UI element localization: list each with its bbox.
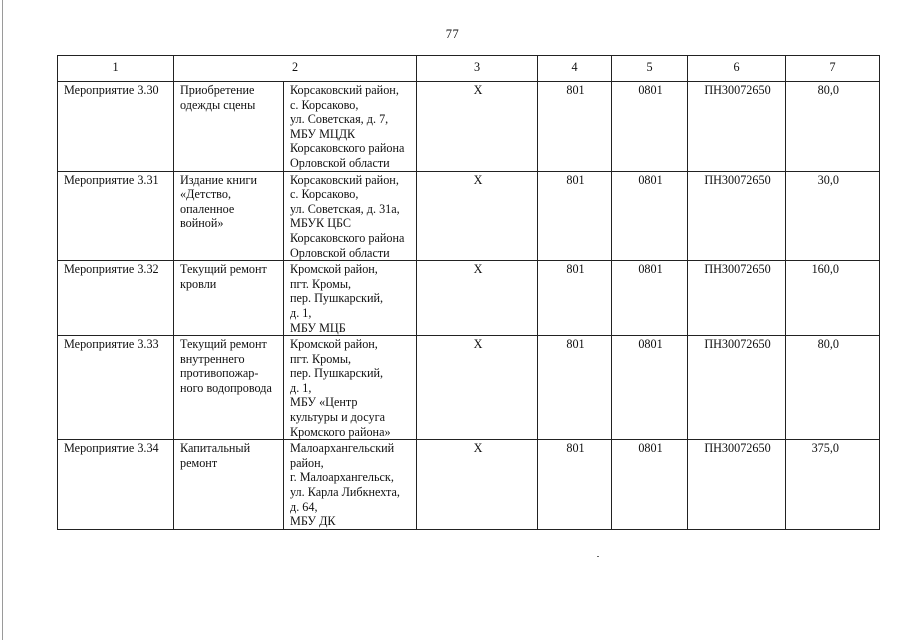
table-row: [58, 82, 880, 172]
address-line: Корсаковского района: [290, 230, 405, 245]
measure-cell: Мероприятие 3.32: [58, 261, 174, 336]
measure-name-cell: Капитальный ремонт: [174, 440, 284, 530]
address-cell: [284, 440, 417, 530]
col5-cell: 0801: [612, 440, 688, 530]
address-line: Корсаковский район,: [290, 172, 399, 187]
col4-cell: 801: [538, 171, 612, 261]
header-col-6: 6: [688, 56, 786, 82]
address-line: Орловской области: [290, 245, 390, 260]
amount-cell: 30,0: [786, 171, 880, 261]
col3-cell: Х: [417, 171, 538, 261]
address-line: Кромской район,: [290, 262, 378, 277]
amount-cell: 80,0: [786, 336, 880, 440]
header-col-1: 1: [58, 56, 174, 82]
address-line: Корсаковский район,: [290, 83, 399, 97]
col3-cell: Х: [417, 336, 538, 440]
measures-table: [57, 55, 880, 530]
address-line: д. 1,: [290, 305, 312, 320]
header-col-5: 5: [612, 56, 688, 82]
scan-speck: [597, 556, 599, 557]
measure-name-cell: Приобретение одежды сцены: [174, 82, 284, 172]
col4-cell: 801: [538, 440, 612, 530]
col6-cell: ПН30072650: [688, 261, 786, 336]
amount-cell: 375,0: [786, 440, 880, 530]
address-line: Малоархангельский: [290, 441, 395, 456]
address-line: г. Малоархангельск,: [290, 470, 394, 485]
header-col-3: 3: [417, 56, 538, 82]
col5-cell: 0801: [612, 336, 688, 440]
address-line: ул. Карла Либкнехта,: [290, 485, 400, 500]
measure-name-cell: Текущий ремонт кровли: [174, 261, 284, 336]
col4-cell: 801: [538, 82, 612, 172]
address-line: МБУ «Центр: [290, 395, 358, 410]
amount-cell: 160,0: [786, 261, 880, 336]
col3-cell: Х: [417, 261, 538, 336]
measure-name-cell: Текущий ремонт внутреннего противопожар-ного водопровода: [174, 336, 284, 440]
col6-cell: ПН30072650: [688, 82, 786, 172]
address-cell: [284, 171, 417, 261]
address-line: с. Корсаково,: [290, 187, 359, 202]
address-cell: [284, 82, 417, 172]
address-line: с. Корсаково,: [290, 97, 359, 112]
header-col-7: 7: [786, 56, 880, 82]
measure-cell: Мероприятие 3.31: [58, 171, 174, 261]
col3-cell: Х: [417, 440, 538, 530]
table-row: [58, 336, 880, 440]
measure-cell: Мероприятие 3.30: [58, 82, 174, 172]
address-line: ул. Советская, д. 31а,: [290, 201, 400, 216]
col4-cell: 801: [538, 336, 612, 440]
header-col-4: 4: [538, 56, 612, 82]
address-line: МБУ МЦДК: [290, 126, 356, 141]
col6-cell: ПН30072650: [688, 336, 786, 440]
measure-cell: Мероприятие 3.33: [58, 336, 174, 440]
amount-cell: 80,0: [786, 82, 880, 172]
address-line: ул. Советская, д. 7,: [290, 112, 389, 127]
address-cell: [284, 336, 417, 440]
page-left-edge-line: [2, 0, 3, 640]
measure-name-cell: Издание книги «Детство, опаленное войной»: [174, 171, 284, 261]
col4-cell: 801: [538, 261, 612, 336]
address-line: д. 1,: [290, 380, 312, 395]
address-line: МБУ ДК: [290, 514, 336, 529]
page-number: 77: [445, 27, 460, 41]
address-line: пгт. Кромы,: [290, 351, 352, 366]
address-line: пер. Пушкарский,: [290, 291, 384, 306]
measure-cell: Мероприятие 3.34: [58, 440, 174, 530]
address-line: район,: [290, 455, 324, 470]
table-row: [58, 171, 880, 261]
col6-cell: ПН30072650: [688, 440, 786, 530]
address-line: МБУК ЦБС: [290, 216, 352, 231]
address-line: Корсаковского района: [290, 141, 405, 156]
address-line: д. 64,: [290, 499, 318, 514]
address-line: Кромского района»: [290, 424, 391, 439]
col5-cell: 0801: [612, 171, 688, 261]
address-line: МБУ МЦБ: [290, 320, 346, 335]
table-row: [58, 440, 880, 530]
address-line: Орловской области: [290, 155, 390, 170]
col3-cell: Х: [417, 82, 538, 172]
col5-cell: 0801: [612, 82, 688, 172]
table-row: [58, 261, 880, 336]
address-line: культуры и досуга: [290, 410, 385, 425]
address-line: Кромской район,: [290, 337, 378, 352]
address-line: пгт. Кромы,: [290, 276, 352, 291]
address-line: пер. Пушкарский,: [290, 366, 384, 381]
header-col-2: 2: [174, 56, 417, 82]
col5-cell: 0801: [612, 261, 688, 336]
address-cell: [284, 261, 417, 336]
col6-cell: ПН30072650: [688, 171, 786, 261]
table-header-row: [58, 56, 880, 82]
